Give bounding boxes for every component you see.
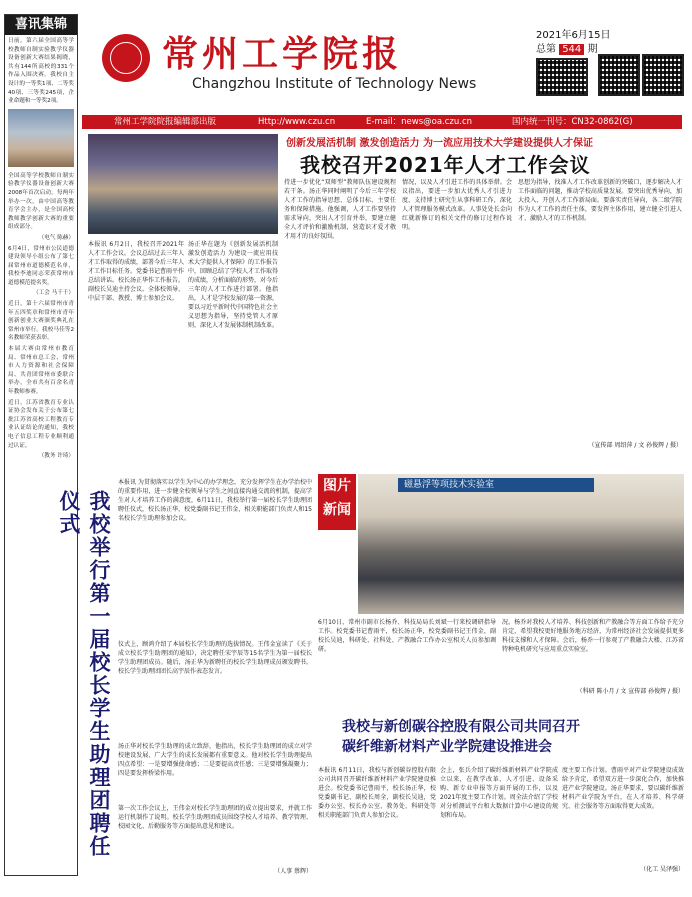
- bottom-article-body: 会上，张兵介绍了碳纤维新材料产业学院成立以来，在教学改革、人才引进、设备采购、新专业申报等方面开展的工作，以及2021年度主要工作计划。周全法介绍了学校对分析测试平台和大数据计算中心建设的规划和布局。: [440, 767, 558, 819]
- second-article-body: 汤正华对校长学生助理的成立致辞，他指出，校长学生助理团的成立对学校建设发展、广大学生的成长发展都有重要意义。他对校长学生助理提出四点希望：一是要增强使命感；二是要提高责任感；三是要增强凝聚力；四是要发挥桥梁作用。: [118, 743, 312, 777]
- issue-number: [536, 40, 597, 55]
- photo-news-label: [318, 474, 356, 530]
- lead-article-body: 汤正华在题为《创新发展活机制 激发创造活力 为建设一流应用技术大学提供人才保障》的工作报告中，回顾总结了学校人才工作取得的成绩，分析面临的形势，对今后三年的人才工作进行部署。他指出，人才是学校发展的第一资源，要以习近平新时代中国特色社会主义思想为指导，坚持党管人才原则，深化人才发展体制机制改革。: [188, 241, 278, 329]
- qr-code-icon: [598, 54, 640, 96]
- second-headline: 我校举行第一届校长学生助理团聘任仪式: [57, 490, 111, 858]
- brief-item: 本届大赛由常州市教育局、常州市总工会、常州市人力资源和社会保障局、共青团常州市委联合举办，全市共有百余名青年教师参赛。: [8, 346, 74, 395]
- second-article-body: 第一次工作会议上，王伟金对校长学生助理团的成立提出要求，并就工作运行机制作了说明。校长学生助理团成员围绕学校人才培养、教学管理、校园文化、后勤服务等方面提出意见和建议。: [118, 805, 312, 830]
- photo-news-label-bottom: 新闻: [323, 502, 351, 518]
- second-article-body: 本报讯 为贯彻落实以学生为中心的办学理念，充分发挥学生在办学治校中的重要作用，进一步健全校领导与学生之间直接沟通交流的机制，提高学生对人才培养工作的满意度，6月11日，我校举行第一届校长学生助理团聘任仪式，校长汤正华，校党委副书记王伟金，相关职能部门负责人和15名校长学生助理参加会议。: [118, 479, 312, 522]
- lead-article-body: 思想为指导，找准人才工作改革创新的突破口，逐步解决人才工作面临的问题，推动学校高质量发展。要突出优秀导向，加大投入，开创人才工作新局面。要落实责任导向，各二级学院作为人才工作的责任主体，要发挥主体作用，建立健全引进人才、激励人才的工作机制。: [518, 179, 682, 222]
- news-brief-column: [4, 14, 78, 876]
- email-link[interactable]: E-mail：news@oa.czu.cn: [366, 117, 473, 127]
- issue-suffix: 期: [587, 44, 598, 55]
- bottom-article-body: 度主要工作计划。曹雨平对产业学院建设成效给予肯定，希望双方进一步深化合作，加快推进产业学院建设。汤正华要求，要以碳纤维新材料产业学院为平台，在人才培养、科学研究、社会服务等方面取得更大成效。: [562, 767, 684, 810]
- photo-news-byline: （科研 陈小月 / 文 宣传部 孙俊辉 / 摄）: [576, 688, 684, 695]
- lead-photo: [88, 134, 278, 234]
- issue-date: 2021年6月15日: [536, 30, 611, 41]
- brief-credit: （电气 陈赫）: [38, 234, 74, 241]
- lab-banner: 磁悬浮等项技术实验室: [398, 478, 594, 492]
- serial-number: 国内统一刊号：CN32-0862(G): [512, 117, 633, 127]
- lead-article-body: 持进一步优化“双师型”教师队伍建设规程若干条。汤正华同时阐明了今后三年学校人才工作的指导思想、总体目标、主要任务和保障措施。他强调，人才工作要坚持需求导向，突出人才引育并举，要建立健全人才评价和激励机制，营造识才爱才敬才用才的良好氛围。: [284, 179, 396, 240]
- qr-code-icon: [642, 54, 684, 96]
- website-link[interactable]: Http://www.czu.cn: [258, 117, 336, 127]
- bottom-headline-line2: 碳纤维新材料产业学院建设推进会: [342, 739, 552, 755]
- photo-news-caption: 况。杨乔对我校人才培养、科技创新和产教融合等方面工作给予充分肯定，希望我校更好地服务地方经济，为常州经济社会发展提供更多科技支撑和人才保障。会后，杨乔一行参观了产教融合大楼、江苏省特种电机研究与应用重点实验室。: [502, 619, 684, 653]
- photo-news-caption: 6月10日，常州市副市长杨乔、科技局局长刘斌一行来校调研指导工作。校党委书记曹雨平，校长汤正华，校党委副书记王伟金，副校长吴迪，科研处、社科处、产教融合工作办公室相关人员参加调研。: [318, 619, 496, 653]
- photo-news-image: [358, 474, 684, 614]
- brief-item: 日前，第六届全国高等学校教师自制实验教学仪器设备创新大赛结果揭晓，共有144所高校的331个作品入围决赛。我校自主设计的一等奖1项、二等奖40项、三等奖245项，企业命题和一等奖2项。: [8, 38, 74, 105]
- bottom-article-body: 本报讯 6月11日，我校与新创碳谷控股有限公司共同召开碳纤维新材料产业学院建设推进会。校党委书记曹雨平，校长汤正华，校党委副书记、副校长周全，副校长吴迪，党委办公室、校长办公室、教务处、科研处等相关职能部门负责人参加会议。: [318, 767, 436, 819]
- masthead: [82, 14, 682, 115]
- school-logo: [102, 34, 150, 82]
- bottom-byline: （化工 吴泽强）: [640, 866, 684, 873]
- qr-code-icon: [536, 58, 588, 96]
- paper-subtitle: Changzhou Institute of Technology News: [192, 76, 477, 92]
- paper-title: 常州工学院报: [162, 33, 403, 75]
- news-brief-title: 喜讯集锦: [5, 15, 77, 35]
- brief-credit: （教务 许琦）: [38, 453, 74, 460]
- brief-photo: [8, 109, 74, 167]
- bottom-headline-line1: 我校与新创碳谷控股有限公司共同召开: [342, 719, 580, 735]
- lead-byline: （宣传部 周绍萍 / 文 孙俊辉 / 摄）: [588, 442, 682, 449]
- second-byline: （人事 蔡辉）: [274, 868, 312, 875]
- info-bar: [82, 115, 682, 129]
- lead-kicker: 创新发展活机制 激发创造活力 为一流应用技术大学建设提供人才保证: [286, 138, 593, 149]
- brief-item: 6月4日，常州市公民道德建设领导小组公布了第七届常州市道德模范名单，我校李迪同志荣获常州市道德模范提名奖。: [8, 245, 74, 286]
- lead-headline: 我校召开2021年人才工作会议: [300, 153, 591, 177]
- brief-item: 近日，第十六届常州市青年五四奖章和常州市青年创新创业大赛颁奖典礼在常州市举行。我校马佳等2名教师荣获表彰。: [8, 301, 74, 342]
- brief-credit: （工会 马千千）: [33, 290, 74, 297]
- issue-number-value: 544: [559, 44, 584, 55]
- lead-article-body: 本报讯 6月2日，我校召开2021年人才工作会议。会议总结过去三年人才工作取得的成绩，部署今后三年人才工作目标任务。党委书记曹雨平作总结讲话。校长汤正华作工作报告。副校长吴迪主持会议。全体校领导、中层干部、教授、博士参加会议。: [88, 241, 184, 302]
- issue-label: 总第: [536, 44, 556, 55]
- lead-article-body: 情况，以及人才引进工作的具体举措。会议指出，要进一步加大优秀人才引进力度，支持博士研究生从事科研工作，深化人才管理服务模式改革。人事处处长金向红就新修订的相关文件的修订过程作说明。: [402, 179, 512, 231]
- photo-news-label-top: 图片: [323, 478, 351, 494]
- second-article-body: 仪式上，顾鸿介绍了本届校长学生助理的选拔情况。王伟金宣读了《关于成立校长学生助理团的通知》，决定聘任宋宇辰等15名学生为第一届校长学生助理团成员。随后，汤正华为新聘任的校长学生助理成员颁发聘书。校长学生助理团团长高宇辰作表态发言。: [118, 641, 312, 675]
- publisher-text: 常州工学院院报编辑部出版: [114, 117, 217, 127]
- brief-item: 近日，江苏省教育专业认证协会发布关于公布第七批江苏省高校工程教育专业认证结论的通知，我校电子信息工程专业顺利通过认证。: [8, 399, 74, 449]
- brief-item: 全国高等学校教师自制实验教学仪器设备创新大赛2008年首次启动，每两年举办一次，由中国高等教育学会主办，是全国高校教师教学创新大赛的重要组成部分。: [8, 172, 74, 231]
